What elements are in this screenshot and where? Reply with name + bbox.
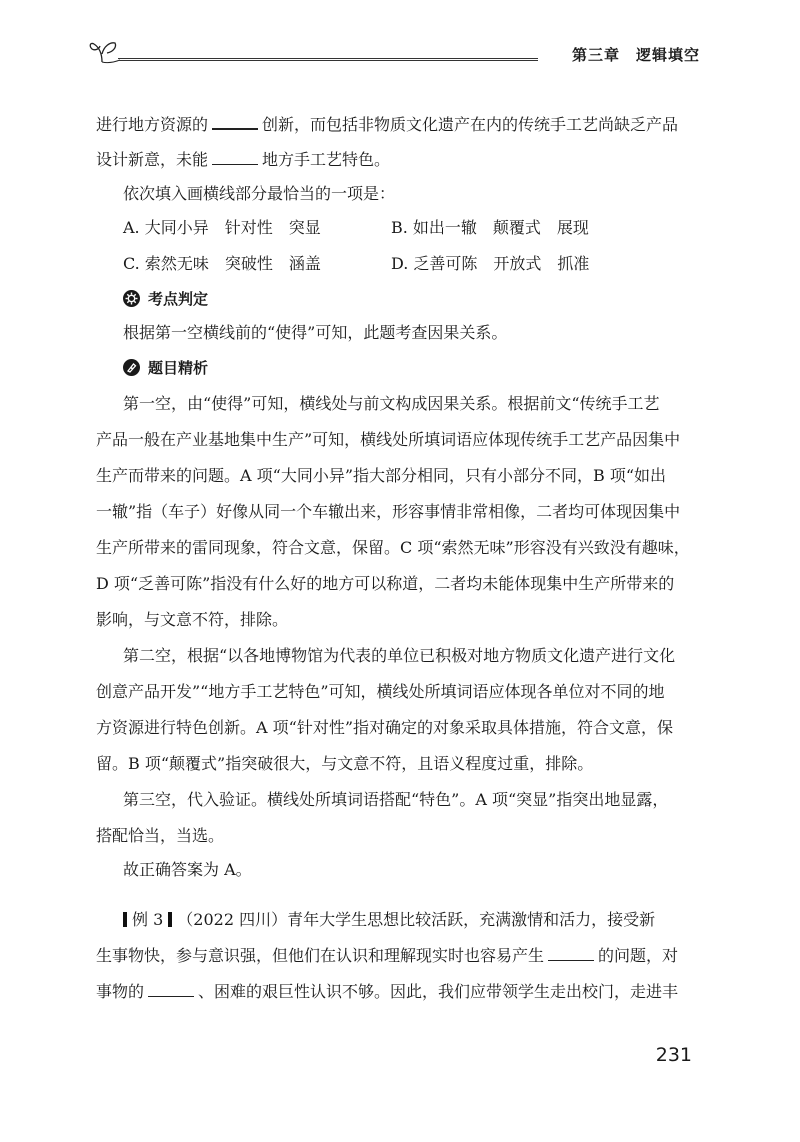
- analysis-p3-line-1: 第三空，代入验证。横线处所填词语搭配“特色”。A 项“突显”指突出地显露，: [123, 790, 669, 809]
- sprout-icon: [88, 36, 122, 66]
- question-prompt: 依次填入画横线部分最恰当的一项是：: [123, 184, 396, 203]
- example-marker-right: [168, 912, 172, 927]
- answer-blank: [212, 150, 258, 165]
- option-b: B. 如出一辙 颠覆式 展现: [391, 218, 589, 237]
- analysis-p1-line-4: 一辙”指（车子）好像从同一个车辙出来，形容事情非常相像，二者均可体现因集中: [96, 502, 681, 521]
- answer-blank: [548, 946, 594, 961]
- analysis-p1-line-1: 第一空，由“使得”可知，横线处与前文构成因果关系。根据前文“传统手工艺: [123, 394, 660, 413]
- header-rule-thin: [118, 60, 538, 61]
- analysis-p1-line-5: 生产所带来的雷同现象，符合文意，保留。C 项“索然无味”形容没有兴致没有趣味，: [96, 538, 690, 557]
- section-title-jingxi: 题目精析: [123, 358, 208, 378]
- chapter-name: 逻辑填空: [635, 46, 700, 64]
- pen-nib-icon: [123, 359, 140, 376]
- chapter-number: 第三章: [571, 46, 620, 64]
- answer-line: 故正确答案为 A。: [123, 860, 252, 879]
- example-3-line-1: 例 3 （2022 四川）青年大学生思想比较活跃，充满激情和活力，接受新: [123, 910, 655, 930]
- question-line-1: 进行地方资源的 创新，而包括非物质文化遗产在内的传统手工艺尚缺乏产品: [96, 115, 679, 134]
- page-header: [88, 36, 712, 72]
- analysis-p2-line-2: 创意产品开发”“地方手工艺特色”可知，横线处所填词语应体现各单位对不同的地: [96, 682, 665, 701]
- header-rule: [118, 58, 538, 59]
- analysis-p1-line-6: D 项“乏善可陈”指没有什么好的地方可以称道，二者均未能体现集中生产所带来的: [96, 574, 675, 593]
- option-c: C. 索然无味 突破性 涵盖: [123, 254, 321, 273]
- answer-blank: [148, 982, 194, 997]
- analysis-p2-line-1: 第二空，根据“以各地博物馆为代表的单位已积极对地方物质文化遗产进行文化: [123, 646, 676, 665]
- option-d: D. 乏善可陈 开放式 抓准: [391, 254, 590, 273]
- kaodian-text: 根据第一空横线前的“使得”可知，此题考查因果关系。: [123, 323, 508, 342]
- chapter-title: [572, 44, 700, 65]
- gear-icon: [123, 290, 140, 307]
- answer-blank: [212, 114, 258, 130]
- option-a: A. 大同小异 针对性 突显: [123, 218, 321, 237]
- example-marker-left: [123, 912, 127, 927]
- analysis-p2-line-3: 方资源进行特色创新。A 项“针对性”指对确定的对象采取具体措施，符合文意，保: [96, 718, 674, 737]
- analysis-p1-line-7: 影响，与文意不符，排除。: [96, 610, 289, 629]
- question-line-2: 设计新意，未能 地方手工艺特色。: [96, 150, 391, 169]
- analysis-p3-line-2: 搭配恰当，当选。: [96, 826, 225, 845]
- page-number: 231: [655, 1044, 692, 1066]
- example-3-line-3: 事物的 、困难的艰巨性认识不够。因此，我们应带领学生走出校门，走进丰: [96, 982, 679, 1001]
- example-3-line-2: 生事物快，参与意识强，但他们在认识和理解现实时也容易产生 的问题，对: [96, 946, 679, 965]
- analysis-p1-line-3: 生产而带来的问题。A 项“大同小异”指大部分相同，只有小部分不同，B 项“如出: [96, 466, 667, 485]
- analysis-p2-line-4: 留。B 项“颠覆式”指突破很大，与文意不符，且语义程度过重，排除。: [96, 754, 594, 773]
- section-title-kaodian: 考点判定: [123, 289, 208, 309]
- analysis-p1-line-2: 产品一般在产业基地集中生产”可知，横线处所填词语应体现传统手工艺产品因集中: [96, 430, 681, 449]
- example-label: 例 3: [132, 910, 164, 929]
